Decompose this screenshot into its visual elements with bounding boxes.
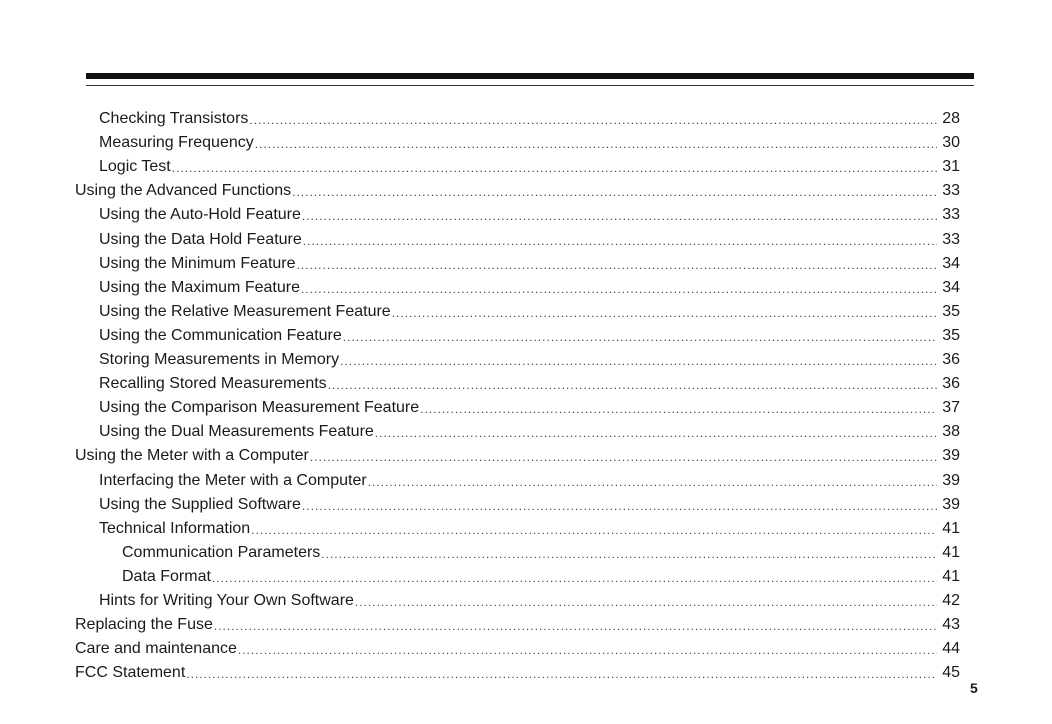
toc-dot-leader [303,232,937,250]
header-rule-thin [86,85,974,86]
toc-entry [0,129,1052,153]
toc-entry-page: 31 [942,158,960,176]
toc-entry [0,322,1052,346]
toc-entry-title: Technical Information [99,519,251,537]
toc-dot-leader [297,256,937,274]
toc-entry [0,346,1052,370]
toc-entry-title: Interfacing the Meter with a Computer [99,471,367,489]
toc-dot-leader [238,641,937,659]
toc-entry-page: 34 [942,254,960,272]
toc-dot-leader [249,111,937,129]
toc-entry [0,539,1052,563]
toc-entry-page: 41 [942,567,960,585]
toc-entry [0,466,1052,490]
toc-entry [0,394,1052,418]
toc-entry [0,298,1052,322]
toc-entry-title: Using the Supplied Software [99,495,301,513]
toc-entry-title: Measuring Frequency [99,134,254,152]
toc-entry [0,515,1052,539]
toc-entry-page: 45 [942,664,960,682]
toc-dot-leader [212,569,937,587]
toc-entry-title: Logic Test [99,158,171,176]
toc-dot-leader [340,352,937,370]
toc-entry-title: Checking Transistors [99,110,249,128]
toc-entry-page: 33 [942,230,960,248]
toc-entry-title: Care and maintenance [75,640,237,658]
toc-entry-page: 43 [942,616,960,634]
toc-entry [0,611,1052,635]
toc-dot-leader [214,617,937,635]
header-rule-thick [86,73,974,79]
toc-entry-title: Using the Meter with a Computer [75,447,309,465]
toc-entry-page: 39 [942,495,960,513]
toc-entry-page: 35 [942,302,960,320]
toc-entry [0,418,1052,442]
toc-entry-title: Hints for Writing Your Own Software [99,591,354,609]
toc-dot-leader [310,448,937,466]
toc-entry-page: 39 [942,471,960,489]
toc-dot-leader [172,159,937,177]
toc-entry [0,442,1052,466]
toc-entry-page: 34 [942,278,960,296]
toc-entry-title: Communication Parameters [122,543,321,561]
toc-entry-title: Using the Maximum Feature [99,278,300,296]
toc-entry-page: 37 [942,399,960,417]
toc-entry-page: 41 [942,519,960,537]
toc-entry-page: 28 [942,110,960,128]
toc-entry [0,659,1052,683]
toc-dot-leader [251,521,937,539]
toc-dot-leader [343,328,937,346]
toc-entry-title: Using the Data Hold Feature [99,230,302,248]
toc-entry [0,587,1052,611]
toc-entry-title: Using the Relative Measurement Feature [99,302,391,320]
toc-entry [0,201,1052,225]
toc-entry-page: 42 [942,591,960,609]
toc-entry-page: 38 [942,423,960,441]
toc-entry-page: 41 [942,543,960,561]
toc-entry-page: 44 [942,640,960,658]
toc-entry-page: 35 [942,326,960,344]
toc-entry-title: FCC Statement [75,664,186,682]
toc-entry-title: Data Format [122,567,211,585]
toc-entry-title: Using the Minimum Feature [99,254,296,272]
toc-entry-title: Using the Comparison Measurement Feature [99,399,420,417]
toc-dot-leader [420,400,937,418]
toc-entry [0,250,1052,274]
toc-dot-leader [321,545,937,563]
toc-entry [0,563,1052,587]
toc-dot-leader [302,207,937,225]
toc-dot-leader [186,665,937,683]
toc-entry-page: 33 [942,206,960,224]
toc-entry [0,225,1052,249]
toc-entry [0,274,1052,298]
toc-dot-leader [375,424,937,442]
toc-entry-page: 36 [942,375,960,393]
toc-entry [0,370,1052,394]
toc-entry-title: Replacing the Fuse [75,616,213,634]
toc-entry [0,177,1052,201]
toc-entry-page: 33 [942,182,960,200]
toc-entry-title: Using the Auto-Hold Feature [99,206,301,224]
table-of-contents [0,105,1052,683]
toc-dot-leader [328,376,937,394]
toc-dot-leader [392,304,937,322]
toc-entry [0,491,1052,515]
toc-entry-title: Using the Dual Measurements Feature [99,423,374,441]
toc-dot-leader [302,497,937,515]
toc-entry-title: Using the Advanced Functions [75,182,292,200]
toc-entry-title: Using the Communication Feature [99,326,342,344]
toc-entry [0,635,1052,659]
toc-entry [0,105,1052,129]
toc-entry-title: Storing Measurements in Memory [99,351,340,369]
toc-dot-leader [255,135,937,153]
toc-entry-title: Recalling Stored Measurements [99,375,327,393]
toc-entry [0,153,1052,177]
toc-dot-leader [355,593,937,611]
toc-entry-page: 39 [942,447,960,465]
toc-dot-leader [301,280,937,298]
toc-entry-page: 30 [942,134,960,152]
toc-entry-page: 36 [942,351,960,369]
toc-dot-leader [368,473,937,491]
page-number: 5 [970,680,978,696]
toc-dot-leader [292,183,937,201]
